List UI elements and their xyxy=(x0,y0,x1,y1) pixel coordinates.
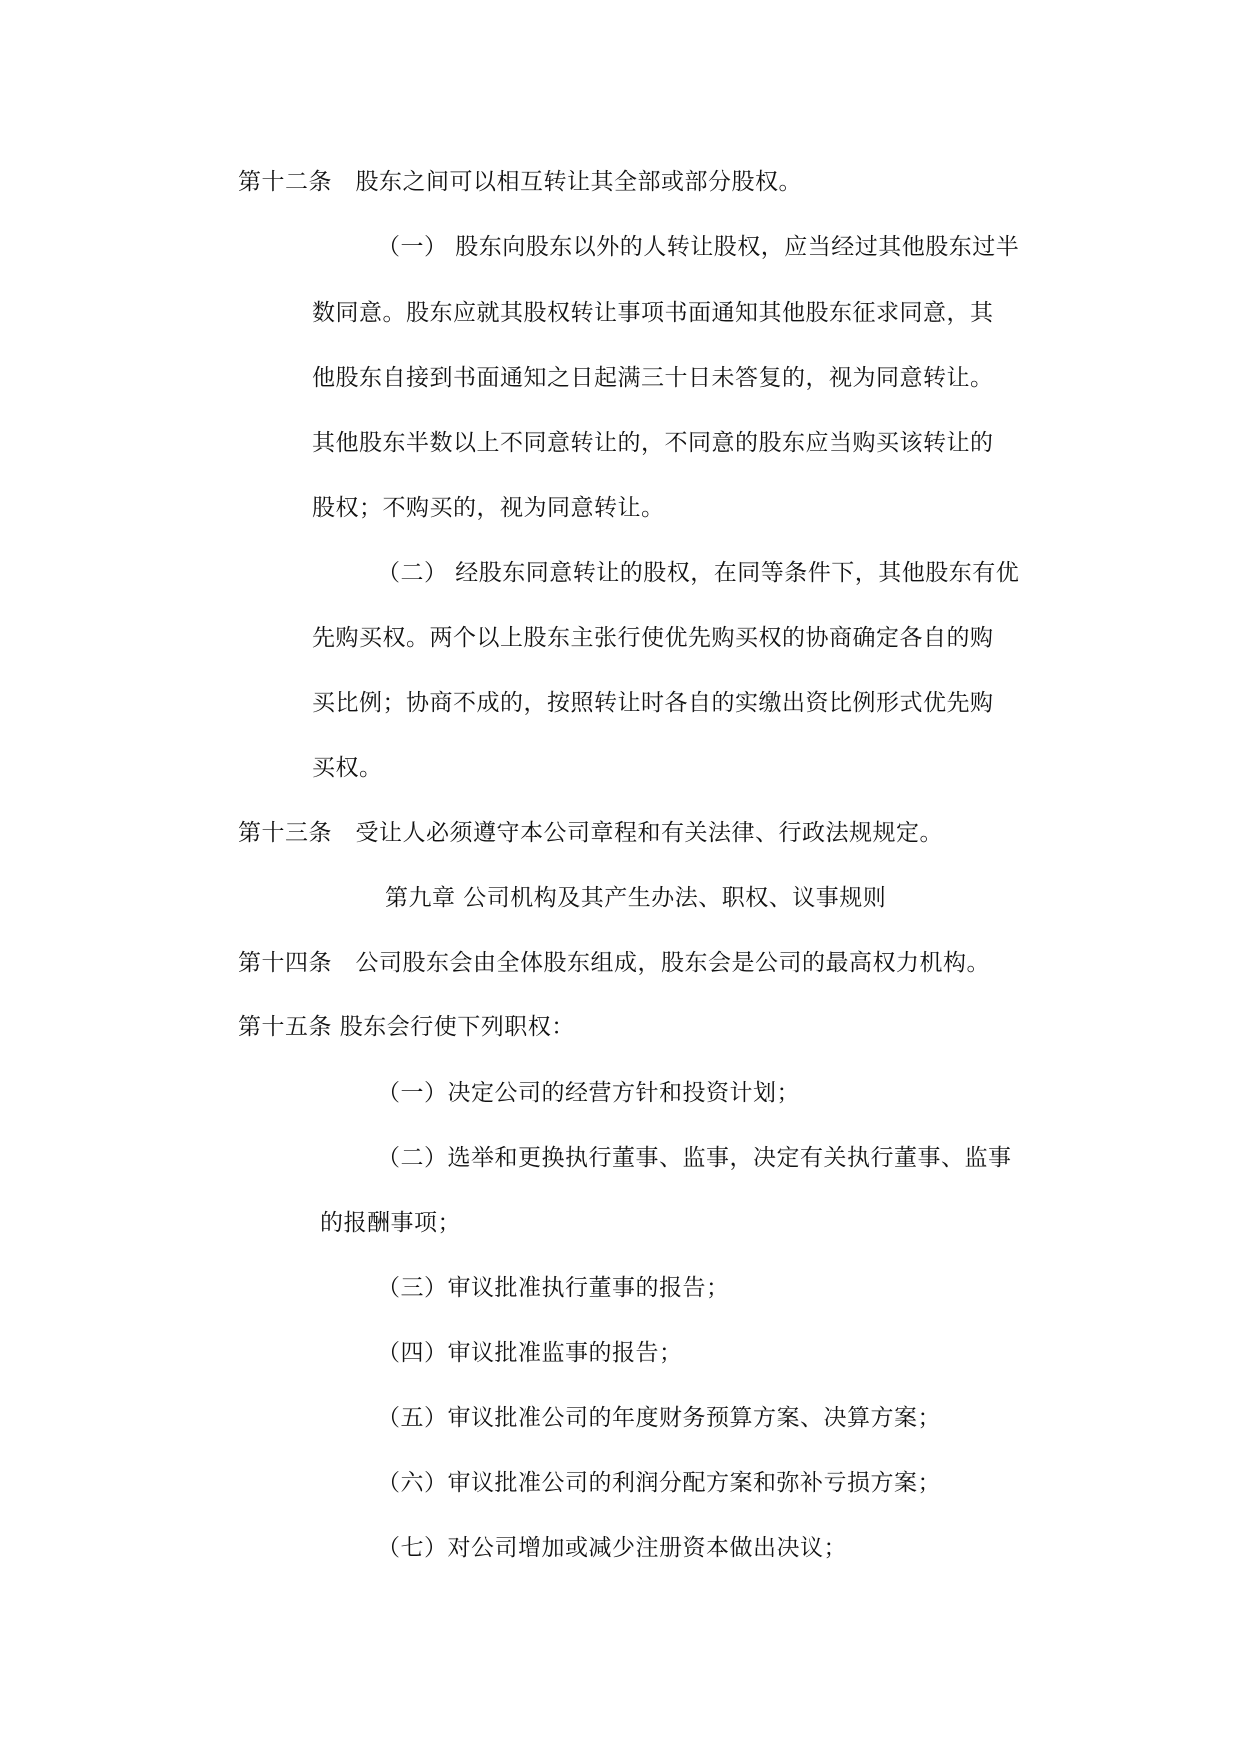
chapter-9-title: 第九章 公司机构及其产生办法、职权、议事规则 xyxy=(385,885,887,911)
article-15-item-1: （一）决定公司的经营方针和投资计划； xyxy=(377,1080,800,1106)
article-13-heading: 第十三条 受让人必须遵守本公司章程和有关法律、行政法规规定。 xyxy=(238,820,943,846)
article-15-item-5: （五）审议批准公司的年度财务预算方案、决算方案； xyxy=(377,1405,941,1431)
article-12-clause-1-line-5: 股权；不购买的，视为同意转让。 xyxy=(312,495,665,521)
article-12-clause-2-line-4: 买权。 xyxy=(312,755,383,781)
article-12-clause-1-line-3: 他股东自接到书面通知之日起满三十日未答复的，视为同意转让。 xyxy=(312,365,994,391)
article-14-heading: 第十四条 公司股东会由全体股东组成，股东会是公司的最高权力机构。 xyxy=(238,950,990,976)
article-12-heading: 第十二条 股东之间可以相互转让其全部或部分股权。 xyxy=(238,169,802,195)
article-15-item-4: （四）审议批准监事的报告； xyxy=(377,1340,683,1366)
article-12-clause-1-line-2: 数同意。股东应就其股权转让事项书面通知其他股东征求同意，其 xyxy=(312,300,994,326)
article-15-item-2-line-2: 的报酬事项； xyxy=(320,1210,461,1236)
article-12-clause-2-line-3: 买比例；协商不成的，按照转让时各自的实缴出资比例形式优先购 xyxy=(312,690,994,716)
article-15-item-2-line-1: （二）选举和更换执行董事、监事，决定有关执行董事、监事 xyxy=(377,1145,1012,1171)
article-12-clause-1-line-1: （一） 股东向股东以外的人转让股权，应当经过其他股东过半 xyxy=(377,234,1020,260)
article-15-item-7: （七）对公司增加或减少注册资本做出决议； xyxy=(377,1535,847,1561)
article-12-clause-2-line-1: （二） 经股东同意转让的股权，在同等条件下，其他股东有优 xyxy=(377,560,1020,586)
article-12-clause-1-line-4: 其他股东半数以上不同意转让的，不同意的股东应当购买该转让的 xyxy=(312,430,994,456)
article-15-item-6: （六）审议批准公司的利润分配方案和弥补亏损方案； xyxy=(377,1470,941,1496)
article-12-clause-2-line-2: 先购买权。两个以上股东主张行使优先购买权的协商确定各自的购 xyxy=(312,625,994,651)
article-15-heading: 第十五条 股东会行使下列职权： xyxy=(238,1014,575,1040)
article-15-item-3: （三）审议批准执行董事的报告； xyxy=(377,1275,730,1301)
